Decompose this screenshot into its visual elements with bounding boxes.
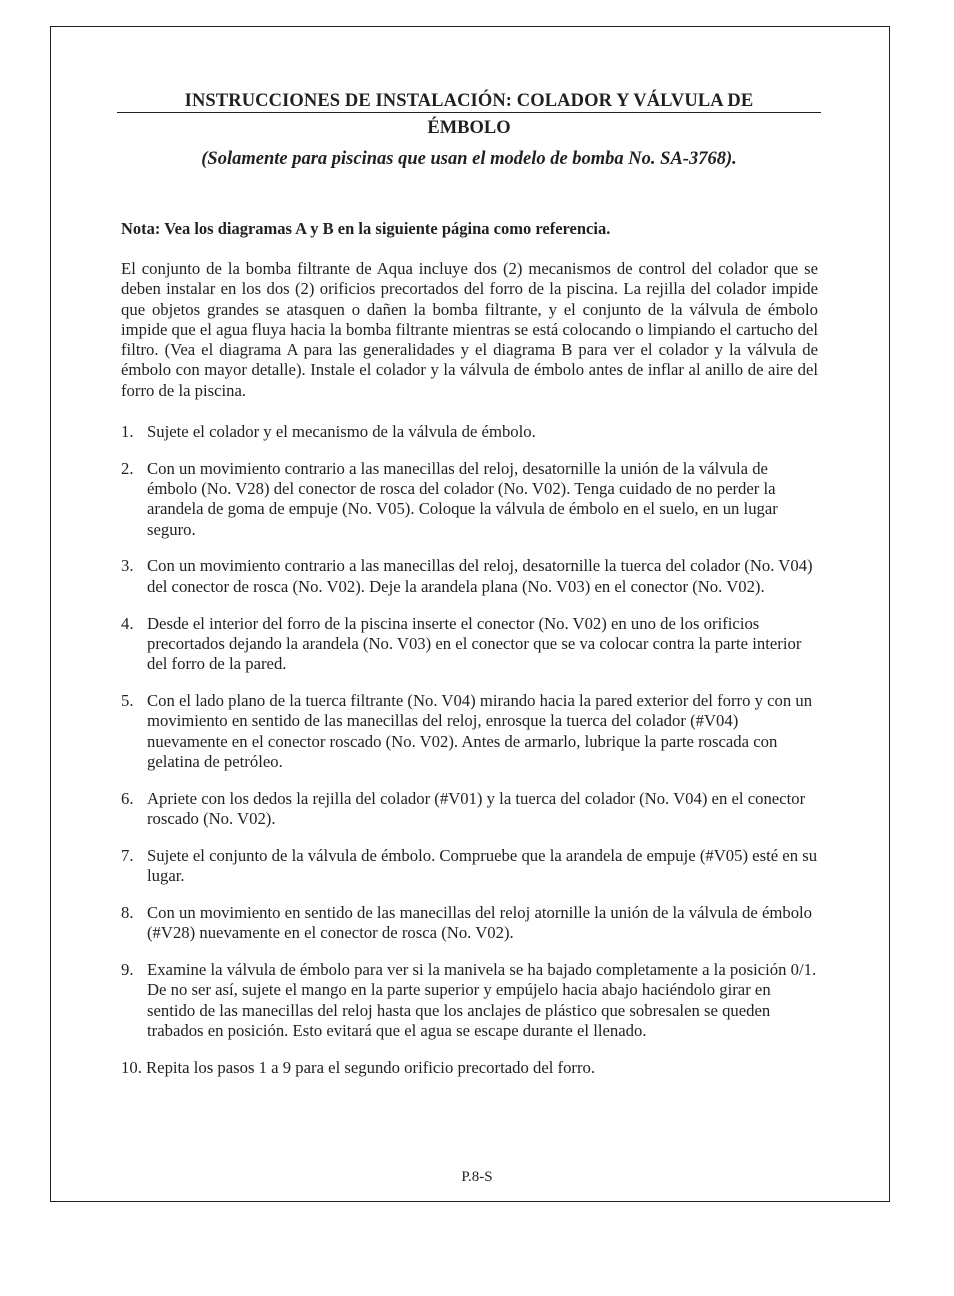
step-number: 9. [121,959,134,979]
title-line-1: INSTRUCCIONES DE INSTALACIÓN: COLADOR Y VÁLVULA DE [184,91,754,111]
step-text: Examine la válvula de émbolo para ver si la manivela se ha bajado completamente a la posición 0/1. De no ser así, sujete el mango en la parte superior y empújelo hacia abajo haciéndolo girar en sentido de las manecillas del reloj hasta que los anclajes de plástico que sobresalen se queden trabados en posición. Esto evitará que el agua se escape durante el llenado. [147,959,817,1040]
step-item [121,846,818,887]
step-item [121,614,818,675]
step-item [121,691,818,772]
step-item [121,789,818,830]
step-text: Desde el interior del forro de la piscina inserte el conector (No. V02) en uno de los orificios precortados dejando la arandela (No. V03) en el conector que se va colocar contra la parte interior del forro de la pared. [147,613,802,674]
step-number: 10. [121,1057,147,1077]
step-text: Sujete el colador y el mecanismo de la válvula de émbolo. [147,422,536,441]
step-text: Con un movimiento en sentido de las manecillas del reloj atornille la unión de la válvula de émbolo (#V28) nuevamente en el conector de rosca (No. V02). [147,902,813,943]
reference-note: Nota: Vea los diagramas A y B en la siguiente página como referencia. [121,219,611,238]
step-number: 3. [121,556,134,576]
step-item [121,556,818,597]
step-text: Sujete el conjunto de la válvula de émbolo. Compruebe que la arandela de empuje (#V05) esté en su lugar. [147,845,818,886]
step-item [121,960,818,1041]
step-text: Apriete con los dedos la rejilla del colador (#V01) y la tuerca del colador (No. V04) en el conector roscado (No. V02). [147,788,806,828]
step-number: 8. [121,902,134,922]
intro-paragraph: El conjunto de la bomba filtrante de Aqua incluye dos (2) mecanismos de control del colador que se deben instalar en los dos (2) orificios precortados del forro de la piscina. La rejilla del colador impide que objetos grandes se atasquen o dañen la bomba filtrante, y el conjunto de la válvula de émbolo impide que el agua fluya hacia la bomba filtrante mientras se está colocando o limpiando el cartucho del filtro. (Vea el diagrama A para las generalidades y el diagrama B para ver el colador y la válvula de émbolo con mayor detalle). Instale el colador y la válvula de émbolo antes de inflar al anillo de aire del forro de la piscina. [121,259,818,400]
step-text: Con un movimiento contrario a las manecillas del reloj, desatornille la unión de la válvula de émbolo (No. V28) del conector de rosca del colador (No. V02). Tenga cuidado de no perder la arandela de goma de empuje (No. V05). Coloque la válvula de émbolo en el suelo, en un lugar seguro. [147,458,778,539]
step-item [121,1058,818,1078]
page-number: P.8-S [461,1169,493,1185]
title-line-2: ÉMBOLO [427,118,511,138]
step-text: Repita los pasos 1 a 9 para el segundo orificio precortado del forro. [146,1057,596,1077]
title [117,89,821,141]
step-number: 4. [121,613,134,633]
step-number: 6. [121,788,134,808]
instruction-steps [121,422,818,1094]
step-text: Con un movimiento contrario a las manecillas del reloj, desatornille la tuerca del colador (No. V04) del conector de rosca (No. V02). Deje la arandela plana (No. V03) en el conector (No. V02). [147,556,813,596]
step-number: 7. [121,845,134,865]
step-item [121,422,818,442]
step-item [121,459,818,540]
step-number: 5. [121,690,134,710]
step-text: Con el lado plano de la tuerca filtrante (No. V04) mirando hacia la pared exterior del forro y con un movimiento en sentido de las manecillas del reloj, enrosque la tuerca del colador (#V04) nuevamente en el conector roscado (No. V02). Antes de armarlo, lubrique la parte roscada con gelatina de petróleo. [147,690,813,771]
step-number: 2. [121,458,134,478]
step-number: 1. [121,422,134,441]
subtitle: (Solamente para piscinas que usan el modelo de bomba No. SA-3768). [201,149,737,169]
step-item [121,903,818,944]
